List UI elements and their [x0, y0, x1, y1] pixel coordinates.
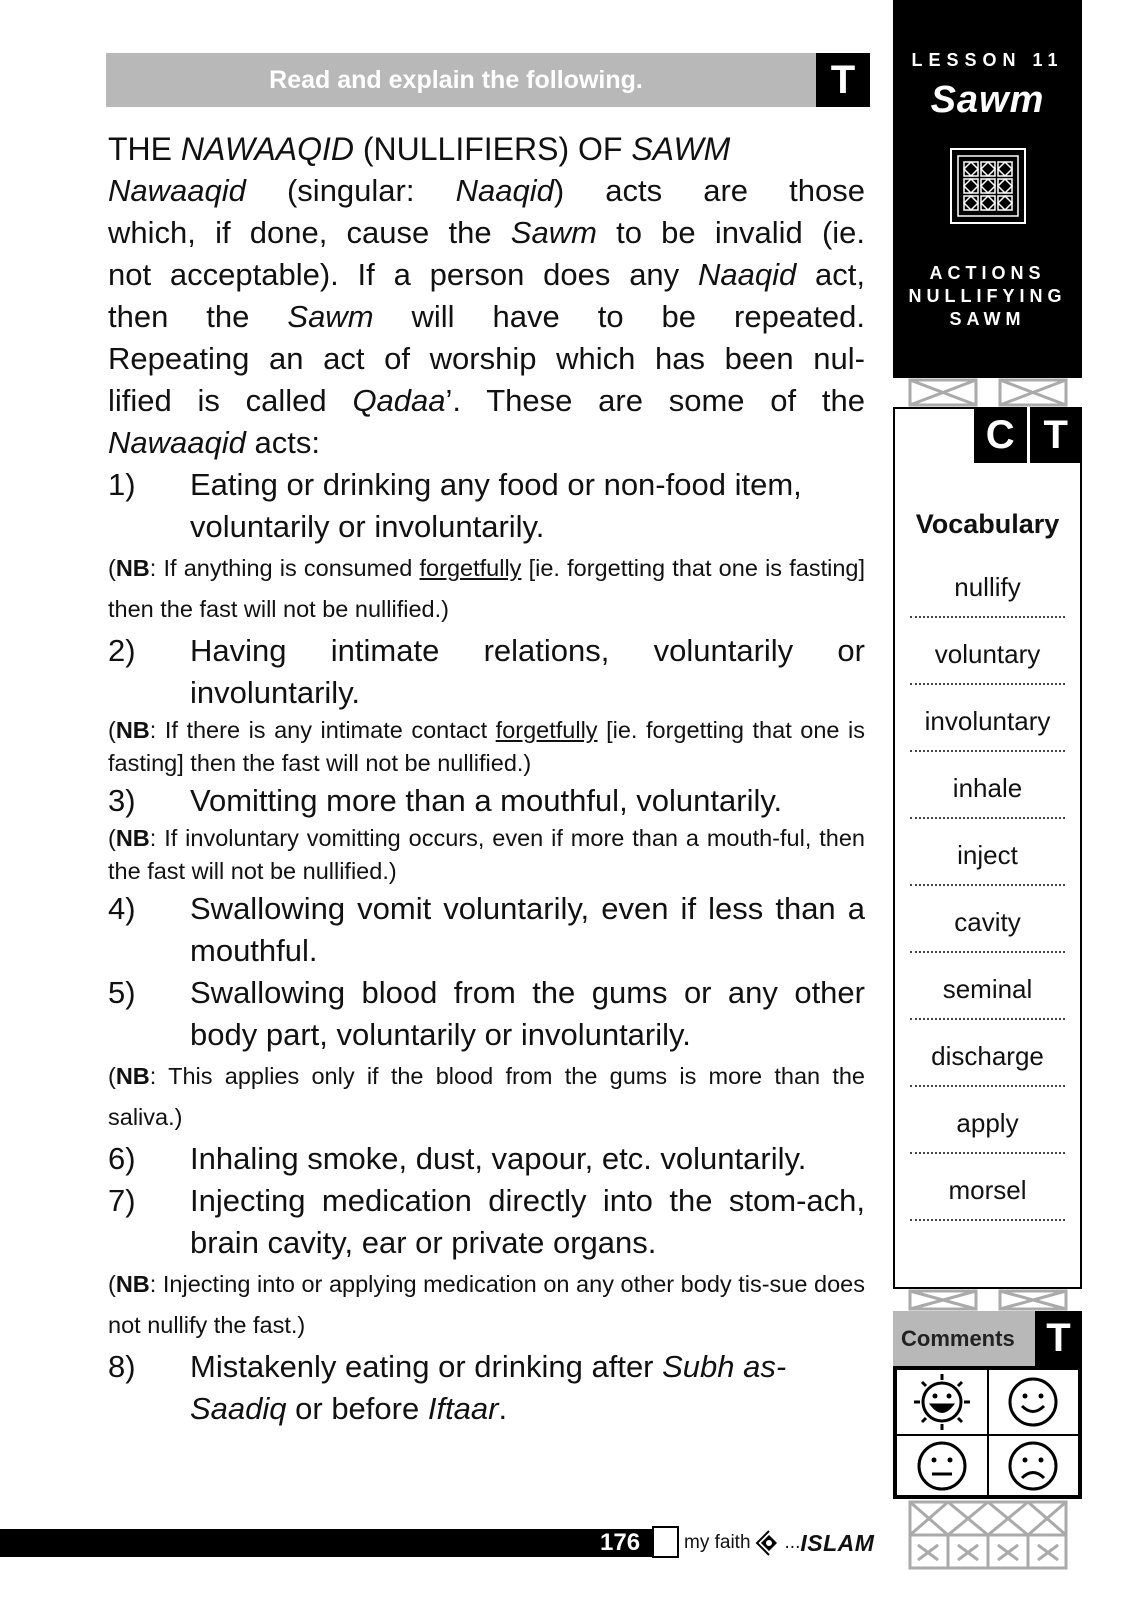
page-title: THE NAWAAQID (NULLIFIERS) OF SAWM — [108, 131, 731, 167]
comments-label: Comments — [901, 1326, 1015, 1351]
item-number: 1) — [108, 467, 136, 502]
intro-line: lified is called Qadaa’. These are some of the — [108, 383, 865, 418]
list-item — [108, 1180, 865, 1264]
item-number: 7) — [108, 1183, 136, 1218]
list-item — [108, 630, 865, 714]
item-text: Having intimate relations, voluntarily or involuntarily. — [190, 633, 865, 710]
vocabulary-item: apply — [895, 1109, 1080, 1176]
lesson-label: LESSON 11 — [911, 50, 1064, 70]
main-content — [108, 128, 865, 1430]
brand-prefix: my faith — [684, 1532, 751, 1553]
badge-t: T — [1027, 407, 1083, 463]
note: (NB: If involuntary vomitting occurs, even if more than a mouth-ful, then the fast will not be nullified.) — [108, 825, 865, 884]
brand-dots: ... — [784, 1532, 801, 1553]
page-box — [652, 1526, 679, 1558]
list-item — [108, 888, 865, 972]
very-happy-face-option[interactable] — [896, 1369, 988, 1435]
item-text: Vomitting more than a mouthful, voluntarily. — [190, 783, 783, 818]
item-text: Injecting medication directly into the stom-ach, brain cavity, ear or private organs. — [190, 1183, 865, 1260]
vocabulary-list — [895, 573, 1080, 1243]
instruction-bar — [106, 53, 870, 107]
geometric-emblem-icon — [950, 148, 1026, 224]
note: (NB: If there is any intimate contact forgetfully [ie. forgetting that one is fasting] then the fast will not be nullified.) — [108, 717, 865, 776]
intro-line: not acceptable). If a person does any Naaqid act, — [108, 257, 865, 292]
note: (NB: If anything is consumed forgetfully [ie. forgetting that one is fasting] then the fast will not be nullified.) — [108, 555, 865, 622]
very-happy-face-icon — [910, 1370, 974, 1434]
item-text: Swallowing vomit voluntarily, even if less than a mouthful. — [190, 891, 865, 968]
instruction-badge: T — [816, 53, 870, 107]
item-text: Mistakenly eating or drinking after Subh as-Saadiq or before Iftaar. — [190, 1349, 787, 1426]
footer-brand — [684, 1527, 874, 1559]
vocabulary-item: cavity — [895, 908, 1080, 975]
item-number: 6) — [108, 1141, 136, 1176]
intro-line: which, if done, cause the Sawm to be invalid (ie. — [108, 215, 866, 250]
page-number: 176 — [600, 1529, 641, 1556]
intro-line: then the Sawm will have to be repeated. — [108, 299, 866, 334]
item-number: 8) — [108, 1349, 136, 1384]
vocabulary-item: voluntary — [895, 640, 1080, 707]
vocabulary-item: morsel — [895, 1176, 1080, 1243]
lesson-header — [893, 0, 1082, 378]
lesson-subtitle: ACTIONS NULLIFYING SAWM — [908, 263, 1067, 329]
comments-bar — [893, 1311, 1082, 1366]
decorative-pattern-icon — [908, 1500, 1068, 1570]
feedback-faces — [893, 1366, 1082, 1499]
item-text: Eating or drinking any food or non-food item, voluntarily or involuntarily. — [190, 467, 802, 544]
sad-face-icon — [1006, 1439, 1060, 1493]
list-item — [108, 972, 865, 1056]
list-item — [108, 780, 865, 822]
happy-face-icon — [1006, 1375, 1060, 1429]
lesson-title: Sawm — [930, 79, 1045, 121]
vocabulary-item: involuntary — [895, 707, 1080, 774]
neutral-face-icon — [915, 1439, 969, 1493]
item-number: 3) — [108, 783, 136, 818]
decorative-pattern-icon — [908, 1289, 1068, 1311]
vocabulary-title: Vocabulary — [915, 509, 1060, 539]
vocabulary-box — [893, 407, 1082, 1289]
intro-line: Nawaaqid (singular: Naaqid) acts are those — [108, 173, 865, 208]
footer-bar — [0, 1529, 660, 1557]
sad-face-option[interactable] — [988, 1435, 1080, 1496]
item-number: 5) — [108, 975, 136, 1010]
list-item — [108, 1346, 865, 1430]
geometric-logo-icon — [755, 1529, 785, 1557]
badge-c: C — [985, 413, 1015, 457]
vocabulary-item: discharge — [895, 1042, 1080, 1109]
neutral-face-option[interactable] — [896, 1435, 988, 1496]
item-text: Swallowing blood from the gums or any other body part, voluntarily or involuntarily. — [190, 975, 865, 1052]
decorative-pattern-icon — [908, 378, 1068, 407]
note: (NB: This applies only if the blood from the gums is more than the saliva.) — [108, 1063, 865, 1130]
item-number: 4) — [108, 891, 136, 926]
vocabulary-item: inhale — [895, 774, 1080, 841]
brand-name: ISLAM — [800, 1530, 875, 1556]
intro-line: Repeating an act of worship which has been nul- — [108, 341, 865, 376]
ct-badge — [974, 407, 1082, 463]
intro-line: Nawaaqid acts: — [108, 425, 320, 460]
comments-badge: T — [1035, 1311, 1082, 1366]
instruction-text: Read and explain the following. — [269, 66, 643, 94]
item-text: Inhaling smoke, dust, vapour, etc. voluntarily. — [190, 1141, 807, 1176]
happy-face-option[interactable] — [988, 1369, 1080, 1435]
vocabulary-item: seminal — [895, 975, 1080, 1042]
list-item — [108, 464, 865, 548]
list-item — [108, 1138, 865, 1180]
vocabulary-item: nullify — [895, 573, 1080, 640]
item-number: 2) — [108, 633, 136, 668]
note: (NB: Injecting into or applying medication on any other body tis-sue does not nullify the fast.) — [108, 1271, 865, 1338]
vocabulary-item: inject — [895, 841, 1080, 908]
